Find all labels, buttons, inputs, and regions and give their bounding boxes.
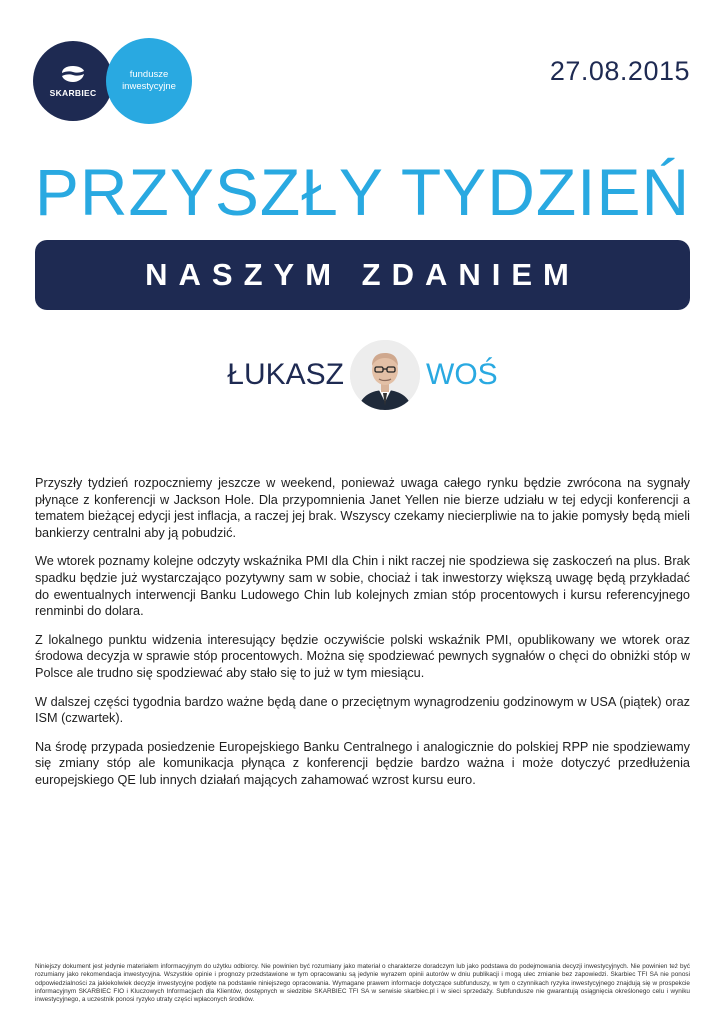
legal-disclaimer: Niniejszy dokument jest jedynie materiałem informacyjnym do użytku odbiorcy. Nie powinien być rozumiany jako materiał o charakterze doradczym lub jako podstawa do podejmowania decyzji inwestycyjnych. Nie powinien też być rozumiany jako rekomendacja inwestycyjna. Wszystkie opinie i prognozy przedstawione w tym opracowaniu są jedynie wyrazem opinii autorów w dniu publikacji i mogą ulec zmianie bez zapowiedzi. Skarbiec TFI SA nie ponosi odpowiedzialności za jakiekolwiek decyzje inwestycyjne podjęte na podstawie niniejszego opracowania. Wymagane prawem informacje dotyczące subfunduszy, w tym o czynnikach ryzyka inwestycyjnego znajdują się w prospekcie informacyjnym SKARBIEC FIO i Kluczowych Informacjach dla Klientów, dostępnych w siedzibie SKARBIEC TFI SA w serwisie skarbiec.pl i w sieci sprzedaży. Subfundusze nie gwarantują osiągnięcia określonego celu i wyniku inwestycyjnego, a uczestnik ponosi ryzyko utraty części wpłaconych środków. (35, 963, 690, 1004)
author-first-name: ŁUKASZ (227, 358, 345, 391)
funds-badge-line1: fundusze (129, 69, 169, 80)
article-body (35, 475, 690, 801)
funds-badge (106, 38, 192, 124)
author-portrait (350, 340, 420, 410)
skarbiec-logo (33, 41, 113, 121)
banner-text: NASZYM ZDANIEM (145, 257, 580, 292)
funds-badge-line2: inwestycyjne (122, 81, 176, 92)
page-title: PRZYSZŁY TYDZIEŃ (34, 155, 691, 229)
author-last-name: WOŚ (426, 358, 498, 391)
paragraph: W dalszej części tygodnia bardzo ważne będą dane o przeciętnym wynagrodzeniu godzinowym w USA (piątek) oraz ISM (czwartek). (35, 694, 690, 726)
portrait-illustration (350, 340, 420, 410)
publication-date: 27.08.2015 (549, 56, 690, 86)
skarbiec-logo-icon (60, 65, 86, 83)
author-block (0, 338, 725, 412)
paragraph: Na środę przypada posiedzenie Europejskiego Banku Centralnego i analogicznie do polskiej RPP nie spodziewamy się zmiany stóp ale komunikacja płynąca z konferencji będzie bardzo ważna i może dotyczyć przedłużenia europejskiego QE lub innych działań mających zahamować wzrost kursu euro. (35, 739, 690, 787)
paragraph: Przyszły tydzień rozpoczniemy jeszcze w weekend, ponieważ uwaga całego rynku będzie zwrócona na sygnały płynące z konferencji w Jackson Hole. Dla przypomnienia Janet Yellen nie bierze udziału w tej edycji konferencji a tematem bieżącej edycji jest inflacja, a raczej jej brak. Wszyscy czekamy niecierpliwie na to jakie pomysły będą mieli bankierzy centralni aby ją pobudzić. (35, 476, 690, 540)
section-banner (35, 240, 690, 310)
paragraph: Z lokalnego punktu widzenia interesujący będzie oczywiście polski wskaźnik PMI, opublikowany we wtorek oraz środowa decyzja w sprawie stóp procentowych. Można się spodziewać pewnych sygnałów o chęci do obniżki stóp w Polsce ale trudno się spodziewać aby stało się to już w tym miesiącu. (35, 632, 690, 680)
paragraph: We wtorek poznamy kolejne odczyty wskaźnika PMI dla Chin i nikt raczej nie spodziewa się zaskoczeń na plus. Brak spadku będzie już wystarczająco pozytywny sam w sobie, chociaż i tak inwestorzy większą uwagę będą przykładać do ewentualnych interwencji Banku Ludowego Chin lub kolejnych zmian stóp procentowych i kursu referencyjnego renminbi do dolara. (35, 554, 690, 619)
logo-brand-text: SKARBIEC (49, 87, 97, 98)
